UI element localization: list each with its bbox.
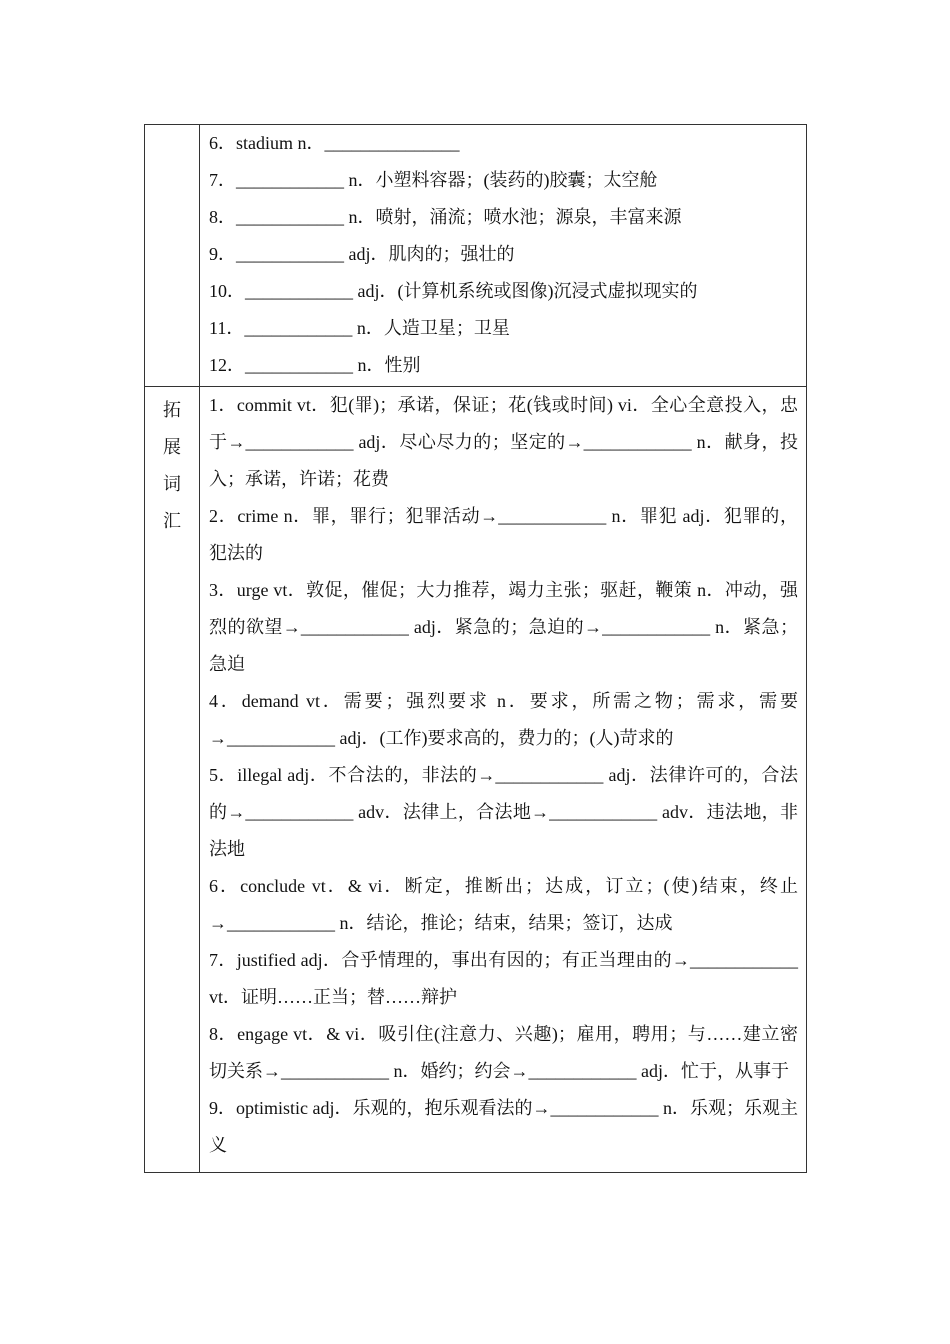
expansion-entry: 8．engage vt．& vi．吸引住(注意力、兴趣)；雇用，聘用；与……建立密切关系→____________ n．婚约；约会→____________ adj．忙于，从事于 — [209, 1024, 798, 1081]
section-label-char: 词 — [163, 474, 181, 494]
vocab-entry: 9．____________ adj．肌肉的；强壮的 — [209, 244, 515, 264]
vocab-entry: 11．____________ n．人造卫星；卫星 — [209, 318, 510, 338]
section-label — [145, 387, 199, 540]
expansion-entry: 4．demand vt．需要；强烈要求 n．要求，所需之物；需求，需要→____________ adj．(工作)要求高的，费力的；(人)苛求的 — [209, 691, 798, 748]
table-row — [145, 387, 807, 1173]
expansion-entry: 5．illegal adj．不合法的，非法的→____________ adj．法律许可的，合法的→____________ adv．法律上，合法地→____________ adv．违法地，非法地 — [209, 765, 798, 859]
expansion-entry: 1．commit vt．犯(罪)；承诺，保证；花(钱或时间) vi．全心全意投入，忠于→____________ adj．尽心尽力的；坚定的→____________ n．献身，投入；承诺，许诺；花费 — [209, 395, 798, 489]
section-label-cell — [145, 387, 200, 1173]
vocab-entry: 6．stadium n．_______________ — [209, 133, 460, 153]
table-row — [145, 125, 807, 387]
vocab-entry: 12．____________ n．性别 — [209, 355, 421, 375]
expansion-entry: 3．urge vt．敦促，催促；大力推荐，竭力主张；驱赶，鞭策 n．冲动，强烈的欲望→____________ adj．紧急的；急迫的→____________ n．紧急；急迫 — [209, 580, 798, 674]
vocab-entry: 10．____________ adj．(计算机系统或图像)沉浸式虚拟现实的 — [209, 281, 698, 301]
content-cell — [200, 125, 807, 387]
vocab-entry: 8．____________ n．喷射，涌流；喷水池；源泉，丰富来源 — [209, 207, 682, 227]
expansion-entry: 7．justified adj．合乎情理的，事出有因的；有正当理由的→____________ vt．证明……正当；替……辩护 — [209, 950, 798, 1007]
expansion-entry: 9．optimistic adj．乐观的，抱乐观看法的→____________ n．乐观；乐观主义 — [209, 1098, 798, 1155]
vocab-entry: 7．____________ n．小塑料容器；(装药的)胶囊；太空舱 — [209, 170, 658, 190]
vocabulary-table — [144, 124, 807, 1173]
blank-label-cell — [145, 125, 200, 387]
section-label-char: 展 — [163, 437, 181, 457]
expansion-entry: 6．conclude vt．& vi．断定，推断出；达成，订立；(使)结束，终止→____________ n．结论，推论；结束，结果；签订，达成 — [209, 876, 798, 933]
content-cell — [200, 387, 807, 1173]
section-label-char: 拓 — [163, 400, 181, 420]
section-label-char: 汇 — [163, 511, 181, 531]
expansion-entry: 2．crime n．罪，罪行；犯罪活动→____________ n．罪犯 adj．犯罪的，犯法的 — [209, 506, 798, 563]
